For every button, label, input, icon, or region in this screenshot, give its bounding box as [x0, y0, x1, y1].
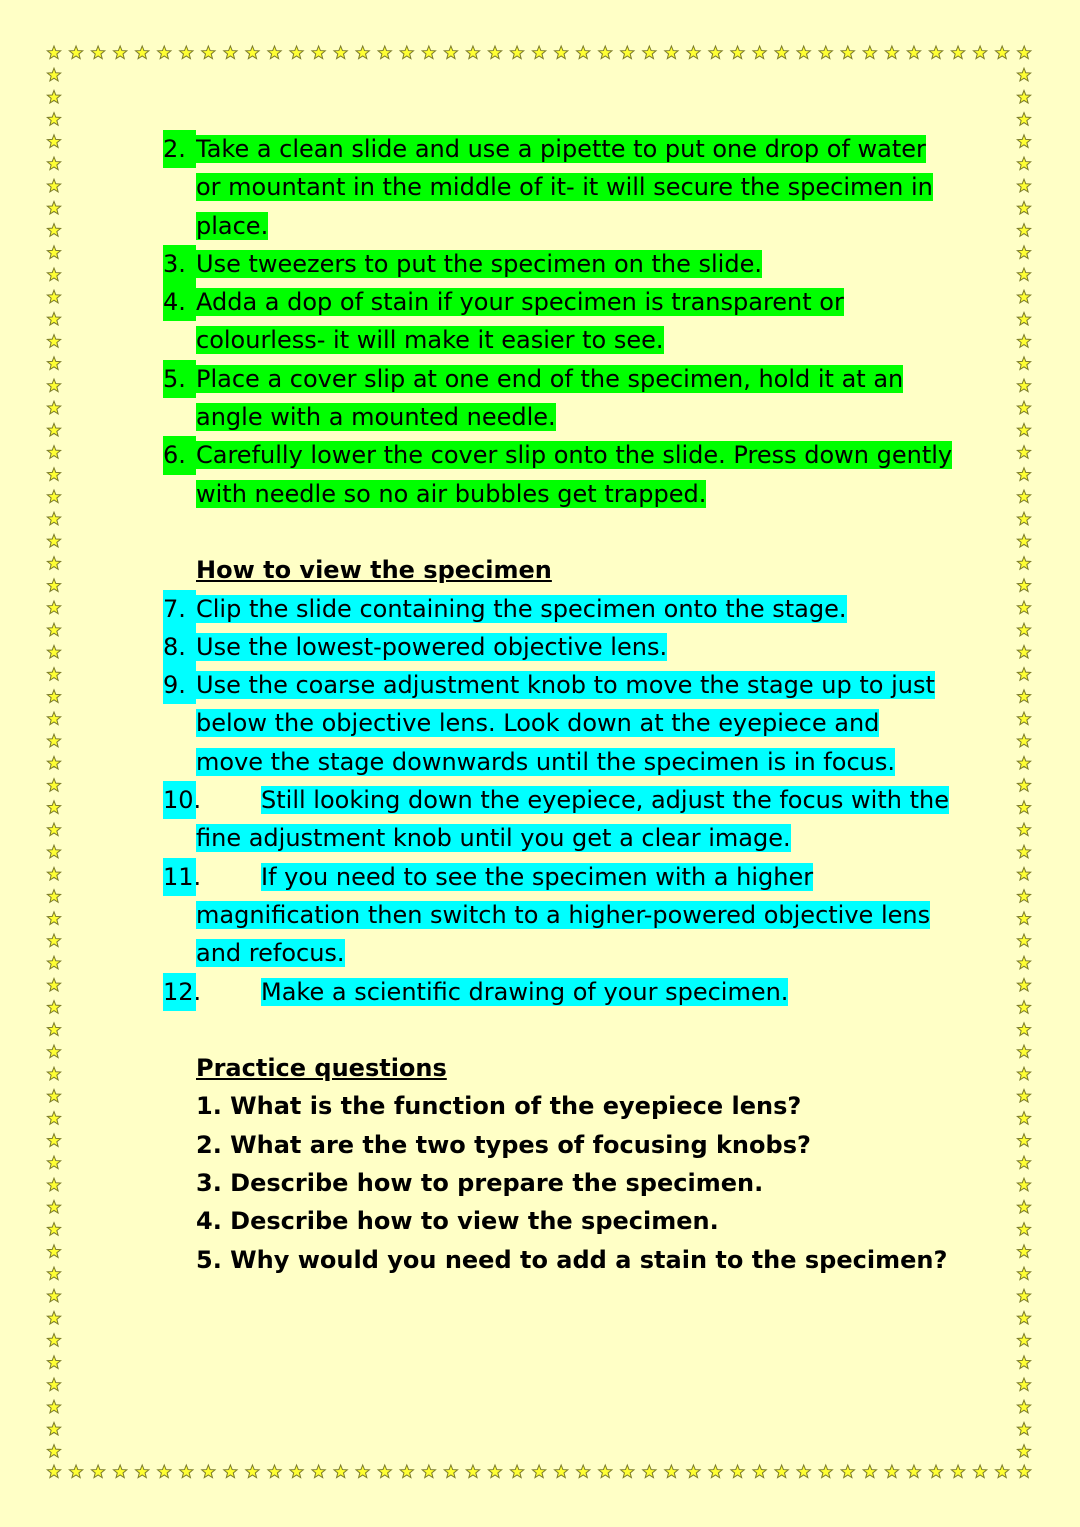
practice-question: 3. Describe how to prepare the specimen. [196, 1169, 764, 1198]
star-icon [973, 1465, 986, 1478]
star-icon [47, 423, 60, 436]
star-icon [1017, 1200, 1030, 1213]
star-icon [47, 734, 60, 747]
star-icon [47, 1465, 60, 1478]
star-icon [1017, 1334, 1030, 1347]
star-icon [1017, 1045, 1030, 1058]
star-icon [47, 1178, 60, 1191]
step-number: 6. [163, 436, 196, 474]
star-icon [577, 1465, 590, 1478]
star-icon [47, 312, 60, 325]
star-icon [47, 490, 60, 503]
star-icon [1017, 1311, 1030, 1324]
list-item [163, 245, 953, 283]
star-icon [312, 1465, 325, 1478]
star-icon [907, 46, 920, 59]
step-text: Take a clean slide and use a pipette to put one drop of water or mountant in the middle of it- it will secure the specimen in place. [196, 135, 933, 240]
star-icon [422, 46, 435, 59]
star-icon [47, 978, 60, 991]
star-icon [907, 1465, 920, 1478]
star-icon [1017, 113, 1030, 126]
star-icon [1017, 490, 1030, 503]
step-number: 2. [163, 130, 196, 168]
star-icon [47, 335, 60, 348]
star-icon [113, 1465, 126, 1478]
star-icon [47, 1156, 60, 1169]
star-icon [136, 46, 149, 59]
star-icon [69, 46, 82, 59]
star-icon [1017, 1023, 1030, 1036]
star-icon [47, 201, 60, 214]
star-icon [47, 956, 60, 969]
star-icon [510, 1465, 523, 1478]
star-icon [180, 46, 193, 59]
star-icon [69, 1465, 82, 1478]
star-icon [1017, 423, 1030, 436]
star-icon [488, 46, 501, 59]
star-icon [466, 1465, 479, 1478]
star-icon [378, 1465, 391, 1478]
star-icon [47, 1134, 60, 1147]
star-icon [290, 1465, 303, 1478]
star-icon [599, 1465, 612, 1478]
star-icon [1017, 468, 1030, 481]
star-icon [643, 46, 656, 59]
star-icon [47, 512, 60, 525]
star-icon [1017, 1156, 1030, 1169]
step-text: Make a scientific drawing of your specimen. [261, 977, 789, 1006]
document-body [163, 130, 953, 1279]
star-icon [819, 46, 832, 59]
star-icon [1017, 90, 1030, 103]
star-icon [334, 46, 347, 59]
star-icon [532, 1465, 545, 1478]
step-text: Use the coarse adjustment knob to move the stage up to just below the objective lens. Look down at the eyepiece and move the stage downwards until the specimen is in focus. [196, 671, 935, 776]
star-icon [1017, 446, 1030, 459]
star-icon [1017, 645, 1030, 658]
step-text: Clip the slide containing the specimen onto the stage. [196, 594, 847, 623]
star-icon [246, 1465, 259, 1478]
star-icon [47, 557, 60, 570]
star-icon [47, 668, 60, 681]
star-icon [47, 401, 60, 414]
star-icon [973, 46, 986, 59]
step-text: Carefully lower the cover slip onto the slide. Press down gently with needle so no air bubbles get trapped. [196, 441, 953, 508]
star-icon [1017, 1112, 1030, 1125]
star-icon [885, 1465, 898, 1478]
step-number: 9. [163, 666, 196, 704]
star-icon [709, 1465, 722, 1478]
star-icon [1017, 623, 1030, 636]
list-item [163, 666, 953, 781]
star-icon [1017, 1400, 1030, 1413]
star-icon [47, 135, 60, 148]
star-icon [47, 246, 60, 259]
star-icon [753, 46, 766, 59]
star-icon [202, 46, 215, 59]
star-icon [1018, 46, 1031, 59]
star-icon [709, 46, 722, 59]
star-icon [929, 1465, 942, 1478]
star-icon [1017, 179, 1030, 192]
star-icon [356, 46, 369, 59]
star-icon [202, 1465, 215, 1478]
star-icon [1017, 690, 1030, 703]
star-icon [1017, 1178, 1030, 1191]
star-icon [731, 1465, 744, 1478]
list-item [163, 781, 953, 858]
star-icon [224, 1465, 237, 1478]
star-icon [47, 845, 60, 858]
step-number: 11. [163, 858, 196, 896]
step-text: Use the lowest-powered objective lens. [196, 632, 668, 661]
practice-question: 4. Describe how to view the specimen. [196, 1207, 719, 1236]
star-icon [47, 1223, 60, 1236]
star-icon [1017, 801, 1030, 814]
star-icon [47, 823, 60, 836]
star-icon [1017, 157, 1030, 170]
star-icon [1017, 912, 1030, 925]
star-icon [47, 1445, 60, 1458]
star-icon [91, 1465, 104, 1478]
star-icon [47, 867, 60, 880]
star-icon [113, 46, 126, 59]
star-icon [47, 90, 60, 103]
star-icon [1017, 1001, 1030, 1014]
star-icon [687, 46, 700, 59]
star-icon [1017, 579, 1030, 592]
step-number: 10. [163, 781, 196, 819]
star-icon [1017, 934, 1030, 947]
star-icon [1017, 1067, 1030, 1080]
star-icon [47, 1023, 60, 1036]
star-icon [1017, 1245, 1030, 1258]
star-icon [47, 268, 60, 281]
star-icon [91, 46, 104, 59]
star-icon [47, 623, 60, 636]
star-icon [1017, 1223, 1030, 1236]
star-icon [47, 712, 60, 725]
star-icon [554, 46, 567, 59]
star-icon [180, 1465, 193, 1478]
star-icon [929, 46, 942, 59]
star-icon [1017, 890, 1030, 903]
star-icon [1017, 734, 1030, 747]
star-icon [488, 1465, 501, 1478]
step-text: If you need to see the specimen with a higher magnification then switch to a higher-powered objective lens and refocus. [196, 862, 931, 968]
star-icon [334, 1465, 347, 1478]
star-icon [1017, 335, 1030, 348]
star-icon [1017, 1289, 1030, 1302]
star-icon [797, 46, 810, 59]
star-icon [47, 1200, 60, 1213]
star-icon [47, 1400, 60, 1413]
star-icon [1017, 978, 1030, 991]
star-icon [995, 46, 1008, 59]
star-icon [510, 46, 523, 59]
star-icon [1017, 756, 1030, 769]
star-icon [1017, 867, 1030, 880]
star-icon [775, 1465, 788, 1478]
star-icon [47, 446, 60, 459]
star-icon [1017, 1422, 1030, 1435]
star-icon [47, 1112, 60, 1125]
star-icon [47, 645, 60, 658]
list-item [163, 283, 953, 360]
star-icon [951, 1465, 964, 1478]
star-icon [47, 68, 60, 81]
star-icon [1017, 1445, 1030, 1458]
star-icon [47, 1334, 60, 1347]
star-icon [158, 46, 171, 59]
star-icon [47, 468, 60, 481]
list-item [163, 436, 953, 513]
preparation-steps [163, 130, 953, 513]
star-icon [863, 1465, 876, 1478]
practice-question: 1. What is the function of the eyepiece lens? [196, 1092, 802, 1121]
star-icon [1017, 135, 1030, 148]
star-icon [47, 1356, 60, 1369]
star-icon [47, 157, 60, 170]
star-icon [1017, 1267, 1030, 1280]
star-icon [1017, 1089, 1030, 1102]
star-icon [1017, 712, 1030, 725]
star-icon [599, 46, 612, 59]
star-icon [47, 601, 60, 614]
star-icon [621, 1465, 634, 1478]
star-icon [47, 934, 60, 947]
star-icon [246, 46, 259, 59]
star-icon [422, 1465, 435, 1478]
star-icon [47, 290, 60, 303]
star-icon [400, 1465, 413, 1478]
star-icon [47, 1311, 60, 1324]
star-icon [554, 1465, 567, 1478]
star-icon [1017, 268, 1030, 281]
star-icon [1017, 1356, 1030, 1369]
star-icon [224, 46, 237, 59]
star-icon [1017, 224, 1030, 237]
star-icon [1017, 557, 1030, 570]
star-icon [47, 1089, 60, 1102]
star-icon [47, 579, 60, 592]
list-item [163, 130, 953, 245]
star-icon [731, 46, 744, 59]
star-icon [1017, 823, 1030, 836]
step-number: 8. [163, 628, 196, 666]
star-icon [665, 1465, 678, 1478]
star-icon [1017, 845, 1030, 858]
step-text: Use tweezers to put the specimen on the slide. [196, 249, 762, 278]
star-icon [47, 1422, 60, 1435]
star-icon [47, 379, 60, 392]
star-icon [775, 46, 788, 59]
practice-heading: Practice questions [196, 1054, 447, 1083]
star-icon [47, 1001, 60, 1014]
star-icon [1017, 201, 1030, 214]
star-icon [444, 1465, 457, 1478]
star-icon [47, 779, 60, 792]
star-icon [47, 1378, 60, 1391]
star-icon [1017, 68, 1030, 81]
star-icon [687, 1465, 700, 1478]
star-icon [841, 1465, 854, 1478]
star-icon [47, 1067, 60, 1080]
star-icon [643, 1465, 656, 1478]
star-icon [47, 690, 60, 703]
star-icon [158, 1465, 171, 1478]
step-number: 7. [163, 590, 196, 628]
step-text: Adda a dop of stain if your specimen is transparent or colourless- it will make it easier to see. [196, 288, 844, 355]
star-icon [797, 1465, 810, 1478]
star-icon [47, 179, 60, 192]
star-icon [466, 46, 479, 59]
star-icon [1017, 357, 1030, 370]
star-icon [444, 46, 457, 59]
star-icon [47, 1045, 60, 1058]
list-item [163, 590, 953, 628]
star-icon [995, 1465, 1008, 1478]
star-icon [47, 801, 60, 814]
star-icon [47, 357, 60, 370]
star-icon [47, 1267, 60, 1280]
star-icon [1017, 246, 1030, 259]
list-item [163, 973, 953, 1011]
star-icon [1017, 512, 1030, 525]
star-icon [47, 534, 60, 547]
star-icon [885, 46, 898, 59]
star-icon [47, 912, 60, 925]
star-icon [841, 46, 854, 59]
star-icon [268, 1465, 281, 1478]
star-icon [1017, 290, 1030, 303]
star-icon [47, 1289, 60, 1302]
star-icon [577, 46, 590, 59]
star-icon [819, 1465, 832, 1478]
star-icon [1017, 401, 1030, 414]
star-icon [378, 46, 391, 59]
star-icon [1017, 534, 1030, 547]
star-icon [665, 46, 678, 59]
star-icon [400, 46, 413, 59]
star-icon [1017, 601, 1030, 614]
star-icon [47, 1245, 60, 1258]
list-item [163, 360, 953, 437]
list-item [163, 858, 953, 973]
star-icon [290, 46, 303, 59]
list-item [163, 628, 953, 666]
star-icon [47, 756, 60, 769]
step-number: 5. [163, 360, 196, 398]
star-icon [47, 113, 60, 126]
star-icon [1017, 379, 1030, 392]
star-icon [1017, 956, 1030, 969]
star-icon [356, 1465, 369, 1478]
step-number: 4. [163, 283, 196, 321]
star-icon [47, 46, 60, 59]
star-icon [47, 890, 60, 903]
star-icon [1017, 312, 1030, 325]
step-text: Still looking down the eyepiece, adjust the focus with the fine adjustment knob until you get a clear image. [196, 786, 949, 853]
star-icon [951, 46, 964, 59]
star-icon [1018, 1465, 1031, 1478]
star-icon [312, 46, 325, 59]
star-icon [753, 1465, 766, 1478]
star-icon [863, 46, 876, 59]
star-icon [1017, 779, 1030, 792]
practice-question: 2. What are the two types of focusing knobs? [196, 1130, 811, 1159]
star-icon [136, 1465, 149, 1478]
star-icon [1017, 1378, 1030, 1391]
step-text: Place a cover slip at one end of the specimen, hold it at an angle with a mounted needle. [196, 364, 904, 432]
practice-question: 5. Why would you need to add a stain to the specimen? [196, 1245, 948, 1274]
view-steps [163, 590, 953, 1011]
view-heading: How to view the specimen [196, 556, 552, 585]
star-icon [1017, 1134, 1030, 1147]
step-number: 12. [163, 973, 196, 1011]
star-icon [621, 46, 634, 59]
star-icon [532, 46, 545, 59]
step-number: 3. [163, 245, 196, 283]
star-icon [1017, 668, 1030, 681]
star-icon [47, 224, 60, 237]
star-icon [268, 46, 281, 59]
